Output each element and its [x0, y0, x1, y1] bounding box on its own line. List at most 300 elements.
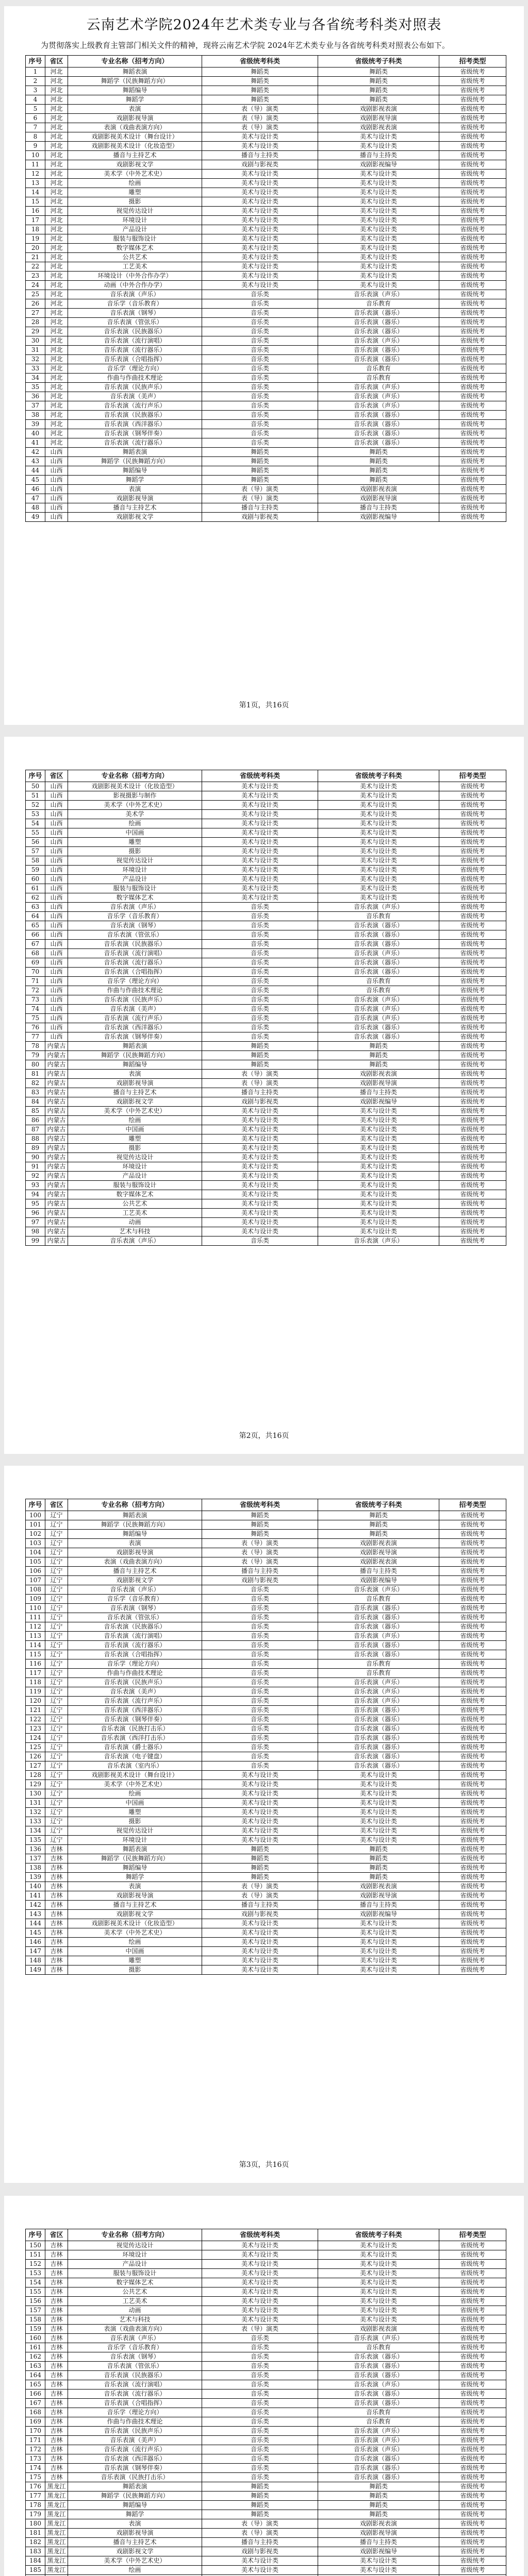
- cell-exam-category: 美术与设计类: [202, 810, 318, 819]
- cell-exam-subcategory: 美术与设计类: [318, 2287, 439, 2297]
- cell-province: 吉林: [45, 2315, 68, 2325]
- cell-exam-category: 美术与设计类: [202, 1162, 318, 1172]
- cell-exam-category: 美术与设计类: [202, 216, 318, 225]
- cell-major-name: 产品设计: [68, 1172, 202, 1181]
- cell-exam-category: 音乐类: [202, 1613, 318, 1622]
- cell-province: 黑龙江: [45, 2482, 68, 2492]
- cell-major-name: 雕塑: [68, 1808, 202, 1817]
- table-row: [26, 2454, 506, 2464]
- cell-exam-category: 美术与设计类: [202, 1134, 318, 1144]
- cell-major-name: 音乐表演（声乐）: [68, 290, 202, 299]
- cell-exam-type: 省级统考: [439, 1752, 506, 1761]
- table-row: [26, 912, 506, 921]
- cell-row-number: 40: [26, 429, 45, 438]
- cell-exam-type: 省级统考: [439, 2529, 506, 2538]
- cell-major-name: 音乐表演（民族器乐）: [68, 2371, 202, 2380]
- table-row: [26, 1060, 506, 1070]
- cell-row-number: 22: [26, 262, 45, 272]
- cell-exam-category: 美术与设计类: [202, 1227, 318, 1236]
- cell-province: 山西: [45, 921, 68, 930]
- cell-exam-category: 表（导）演类: [202, 494, 318, 503]
- cell-exam-type: 省级统考: [439, 1079, 506, 1088]
- cell-exam-subcategory: 音乐表演（器乐）: [318, 2399, 439, 2408]
- cell-major-name: 工艺美术: [68, 1209, 202, 1218]
- cell-exam-category: 美术与设计类: [202, 1771, 318, 1780]
- cell-major-name: 动画（中外合作办学）: [68, 281, 202, 290]
- cell-exam-type: 省级统考: [439, 1743, 506, 1752]
- cell-exam-category: 音乐类: [202, 1014, 318, 1023]
- cell-exam-type: 省级统考: [439, 374, 506, 383]
- table-row: [26, 875, 506, 884]
- cell-province: 内蒙古: [45, 1236, 68, 1246]
- cell-major-name: 戏剧影视导演: [68, 1891, 202, 1901]
- cell-exam-category: 表（导）演类: [202, 485, 318, 494]
- cell-exam-category: 美术与设计类: [202, 1172, 318, 1181]
- cell-exam-subcategory: 音乐表演（器乐）: [318, 940, 439, 949]
- cell-exam-category: 美术与设计类: [202, 1947, 318, 1956]
- cell-major-name: 音乐表演（声乐）: [68, 1236, 202, 1246]
- cell-exam-subcategory: 美术与设计类: [318, 1826, 439, 1836]
- cell-province: 山西: [45, 838, 68, 847]
- cell-exam-subcategory: 音乐表演（器乐）: [318, 1743, 439, 1752]
- cell-exam-subcategory: 美术与设计类: [318, 1181, 439, 1190]
- cell-row-number: 74: [26, 1005, 45, 1014]
- cell-major-name: 音乐表演（西洋打击乐）: [68, 1734, 202, 1743]
- cell-exam-category: 音乐类: [202, 1585, 318, 1595]
- cell-exam-subcategory: 美术与设计类: [318, 2241, 439, 2250]
- table-row: [26, 1632, 506, 1641]
- cell-row-number: 164: [26, 2371, 45, 2380]
- cell-exam-category: 音乐类: [202, 1659, 318, 1669]
- cell-row-number: 129: [26, 1780, 45, 1789]
- cell-province: 辽宁: [45, 1734, 68, 1743]
- table-row: [26, 2334, 506, 2343]
- cell-major-name: 音乐表演（民族声乐）: [68, 1678, 202, 1687]
- cell-province: 辽宁: [45, 1687, 68, 1697]
- cell-row-number: 166: [26, 2389, 45, 2399]
- cell-province: 内蒙古: [45, 1190, 68, 1199]
- table-row: [26, 457, 506, 466]
- cell-exam-category: 音乐类: [202, 438, 318, 448]
- cell-exam-category: 音乐类: [202, 1032, 318, 1042]
- cell-exam-category: 音乐类: [202, 290, 318, 299]
- cell-row-number: 133: [26, 1817, 45, 1826]
- cell-major-name: 舞蹈表演: [68, 1042, 202, 1051]
- cell-exam-subcategory: 音乐教育: [318, 2408, 439, 2417]
- cell-major-name: 音乐表演（西洋器乐）: [68, 1706, 202, 1715]
- table-row: [26, 1882, 506, 1891]
- cell-major-name: 数字媒体艺术: [68, 1190, 202, 1199]
- cell-province: 辽宁: [45, 1520, 68, 1530]
- cell-province: 吉林: [45, 1910, 68, 1919]
- cell-row-number: 113: [26, 1632, 45, 1641]
- cell-row-number: 105: [26, 1557, 45, 1567]
- cell-province: 山西: [45, 1005, 68, 1014]
- cell-major-name: 舞蹈学（民族舞蹈方向）: [68, 1051, 202, 1060]
- cell-major-name: 绘画: [68, 1789, 202, 1799]
- cell-exam-category: 音乐类: [202, 2445, 318, 2454]
- cell-exam-type: 省级统考: [439, 2454, 506, 2464]
- cell-exam-type: 省级统考: [439, 1125, 506, 1134]
- cell-province: 山西: [45, 819, 68, 828]
- cell-province: 内蒙古: [45, 1134, 68, 1144]
- cell-exam-category: 音乐类: [202, 1669, 318, 1678]
- cell-exam-type: 省级统考: [439, 1836, 506, 1845]
- cell-exam-type: 省级统考: [439, 2362, 506, 2371]
- column-header-exam-type: 招考类型: [439, 770, 506, 782]
- cell-major-name: 艺术与科技: [68, 1227, 202, 1236]
- cell-exam-category: 美术与设计类: [202, 1799, 318, 1808]
- table-row: [26, 1761, 506, 1771]
- cell-exam-type: 省级统考: [439, 2538, 506, 2547]
- cell-exam-subcategory: 戏剧影视表演: [318, 2325, 439, 2334]
- cell-major-name: 音乐表演（声乐）: [68, 2334, 202, 2343]
- cell-exam-subcategory: 音乐表演（器乐）: [318, 1734, 439, 1743]
- column-header-province: 省区: [45, 770, 68, 782]
- cell-province: 内蒙古: [45, 1042, 68, 1051]
- cell-exam-category: 音乐类: [202, 355, 318, 364]
- cell-province: 山西: [45, 930, 68, 940]
- table-row: [26, 327, 506, 336]
- table-row: [26, 401, 506, 411]
- cell-province: 吉林: [45, 2343, 68, 2352]
- cell-exam-subcategory: 音乐表演（器乐）: [318, 2464, 439, 2473]
- cell-exam-type: 省级统考: [439, 940, 506, 949]
- cell-exam-type: 省级统考: [439, 1144, 506, 1153]
- cell-exam-type: 省级统考: [439, 327, 506, 336]
- cell-exam-category: 美术与设计类: [202, 1181, 318, 1190]
- cell-exam-subcategory: 戏剧影视编导: [318, 160, 439, 170]
- cell-exam-category: 美术与设计类: [202, 2297, 318, 2306]
- column-header-exam-type: 招考类型: [439, 56, 506, 67]
- cell-exam-category: 音乐类: [202, 977, 318, 986]
- cell-row-number: 13: [26, 179, 45, 188]
- cell-exam-category: 美术与设计类: [202, 1209, 318, 1218]
- cell-exam-type: 省级统考: [439, 1051, 506, 1060]
- table-row: [26, 2547, 506, 2556]
- cell-exam-category: 戏剧与影视类: [202, 1097, 318, 1107]
- cell-exam-category: 舞蹈类: [202, 1854, 318, 1863]
- cell-major-name: 音乐表演（西洋器乐）: [68, 1023, 202, 1032]
- cell-province: 辽宁: [45, 1817, 68, 1826]
- cell-row-number: 27: [26, 309, 45, 318]
- cell-province: 内蒙古: [45, 1199, 68, 1209]
- cell-row-number: 98: [26, 1227, 45, 1236]
- cell-row-number: 29: [26, 327, 45, 336]
- cell-exam-subcategory: 美术与设计类: [318, 810, 439, 819]
- cell-exam-category: 美术与设计类: [202, 1144, 318, 1153]
- cell-province: 河北: [45, 95, 68, 105]
- cell-exam-category: 音乐类: [202, 411, 318, 420]
- cell-exam-type: 省级统考: [439, 801, 506, 810]
- table-row: [26, 1799, 506, 1808]
- cell-row-number: 155: [26, 2287, 45, 2297]
- cell-exam-type: 省级统考: [439, 2241, 506, 2250]
- cell-major-name: 音乐表演（合唱指挥）: [68, 2399, 202, 2408]
- cell-major-name: 雕塑: [68, 1134, 202, 1144]
- cell-exam-type: 省级统考: [439, 1613, 506, 1622]
- cell-province: 河北: [45, 86, 68, 95]
- cell-major-name: 音乐表演（美声）: [68, 392, 202, 401]
- column-header-exam-type: 招考类型: [439, 2229, 506, 2241]
- cell-exam-type: 省级统考: [439, 160, 506, 170]
- cell-exam-subcategory: 美术与设计类: [318, 1116, 439, 1125]
- cell-province: 吉林: [45, 2389, 68, 2399]
- cell-exam-subcategory: 舞蹈类: [318, 1060, 439, 1070]
- cell-major-name: 作曲与作曲技术理论: [68, 1669, 202, 1678]
- cell-row-number: 152: [26, 2260, 45, 2269]
- cell-exam-type: 省级统考: [439, 1070, 506, 1079]
- cell-major-name: 音乐表演（声乐）: [68, 1585, 202, 1595]
- table-row: [26, 986, 506, 995]
- cell-exam-category: 表（导）演类: [202, 114, 318, 123]
- cell-exam-type: 省级统考: [439, 2352, 506, 2362]
- table-row: [26, 1697, 506, 1706]
- cell-exam-type: 省级统考: [439, 2501, 506, 2510]
- cell-row-number: 178: [26, 2501, 45, 2510]
- cell-exam-type: 省级统考: [439, 1107, 506, 1116]
- cell-exam-category: 音乐类: [202, 1752, 318, 1761]
- cell-row-number: 89: [26, 1144, 45, 1153]
- cell-major-name: 中国画: [68, 1947, 202, 1956]
- cell-exam-category: 播音与主持类: [202, 2538, 318, 2547]
- table-row: [26, 1595, 506, 1604]
- cell-exam-type: 省级统考: [439, 411, 506, 420]
- cell-major-name: 工艺美术: [68, 2297, 202, 2306]
- cell-row-number: 64: [26, 912, 45, 921]
- cell-province: 河北: [45, 151, 68, 160]
- cell-exam-type: 省级统考: [439, 2371, 506, 2380]
- cell-province: 山西: [45, 893, 68, 903]
- cell-row-number: 99: [26, 1236, 45, 1246]
- cell-major-name: 绘画: [68, 1938, 202, 1947]
- cell-major-name: 音乐表演（西洋器乐）: [68, 420, 202, 429]
- cell-exam-category: 美术与设计类: [202, 197, 318, 207]
- cell-exam-subcategory: 音乐教育: [318, 1595, 439, 1604]
- cell-exam-type: 省级统考: [439, 1669, 506, 1678]
- cell-province: 山西: [45, 1014, 68, 1023]
- cell-exam-category: 播音与主持类: [202, 151, 318, 160]
- cell-exam-type: 省级统考: [439, 912, 506, 921]
- cell-exam-category: 表（导）演类: [202, 1079, 318, 1088]
- cell-exam-subcategory: 音乐表演（器乐）: [318, 958, 439, 968]
- cell-row-number: 151: [26, 2250, 45, 2260]
- cell-row-number: 56: [26, 838, 45, 847]
- cell-province: 山西: [45, 995, 68, 1005]
- cell-major-name: 舞蹈表演: [68, 67, 202, 77]
- cell-major-name: 音乐表演（民族声乐）: [68, 995, 202, 1005]
- column-header-row-number: 序号: [26, 770, 45, 782]
- cell-exam-subcategory: 美术与设计类: [318, 1107, 439, 1116]
- cell-major-name: 服装与服饰设计: [68, 884, 202, 893]
- cell-exam-type: 省级统考: [439, 234, 506, 244]
- cell-exam-subcategory: 美术与设计类: [318, 1789, 439, 1799]
- cell-province: 辽宁: [45, 1530, 68, 1539]
- table-row: [26, 2501, 506, 2510]
- table-row: [26, 2538, 506, 2547]
- cell-exam-type: 省级统考: [439, 1181, 506, 1190]
- cell-row-number: 21: [26, 253, 45, 262]
- cell-exam-type: 省级统考: [439, 875, 506, 884]
- cell-major-name: 中国画: [68, 1125, 202, 1134]
- table-row: [26, 86, 506, 95]
- cell-major-name: 音乐表演（电子键盘）: [68, 1752, 202, 1761]
- cell-row-number: 110: [26, 1604, 45, 1613]
- cell-major-name: 音乐表演（钢琴伴奏）: [68, 429, 202, 438]
- cell-row-number: 10: [26, 151, 45, 160]
- cell-exam-category: 美术与设计类: [202, 1125, 318, 1134]
- cell-exam-subcategory: 音乐教育: [318, 374, 439, 383]
- cell-exam-category: 美术与设计类: [202, 893, 318, 903]
- table-row: [26, 1520, 506, 1530]
- cell-major-name: 音乐表演（钢琴）: [68, 1604, 202, 1613]
- column-header-major-name: 专业名称（招考方向）: [68, 56, 202, 67]
- cell-row-number: 5: [26, 105, 45, 114]
- cell-exam-subcategory: 播音与主持类: [318, 1567, 439, 1576]
- cell-major-name: 音乐表演（民族声乐）: [68, 383, 202, 392]
- cell-exam-type: 省级统考: [439, 2389, 506, 2399]
- cell-row-number: 38: [26, 411, 45, 420]
- cell-exam-category: 音乐类: [202, 1632, 318, 1641]
- cell-exam-type: 省级统考: [439, 318, 506, 327]
- cell-exam-category: 播音与主持类: [202, 1567, 318, 1576]
- cell-exam-type: 省级统考: [439, 791, 506, 801]
- cell-major-name: 戏剧影视美术设计（舞台设计）: [68, 1771, 202, 1780]
- cell-major-name: 音乐表演（流行器乐）: [68, 438, 202, 448]
- cell-exam-category: 音乐类: [202, 1604, 318, 1613]
- cell-major-name: 表演: [68, 1539, 202, 1548]
- cell-exam-subcategory: 音乐教育: [318, 986, 439, 995]
- cell-exam-type: 省级统考: [439, 1845, 506, 1854]
- table-row: [26, 1557, 506, 1567]
- cell-row-number: 17: [26, 216, 45, 225]
- table-row: [26, 903, 506, 912]
- cell-province: 黑龙江: [45, 2556, 68, 2566]
- cell-province: 辽宁: [45, 1789, 68, 1799]
- cell-major-name: 摄影: [68, 1144, 202, 1153]
- cell-major-name: 视觉传达设计: [68, 1153, 202, 1162]
- table-row: [26, 2436, 506, 2445]
- cell-exam-type: 省级统考: [439, 903, 506, 912]
- table-row: [26, 1659, 506, 1669]
- cell-major-name: 音乐表演（钢琴）: [68, 309, 202, 318]
- cell-exam-subcategory: 美术与设计类: [318, 225, 439, 234]
- table-row: [26, 466, 506, 476]
- table-row: [26, 1771, 506, 1780]
- cell-row-number: 171: [26, 2436, 45, 2445]
- cell-row-number: 6: [26, 114, 45, 123]
- cell-exam-type: 省级统考: [439, 1789, 506, 1799]
- cell-exam-subcategory: 戏剧影视编导: [318, 1576, 439, 1585]
- cell-row-number: 14: [26, 188, 45, 197]
- document-title: 云南艺术学院2024年艺术类专业与各省统考科类对照表: [86, 17, 442, 33]
- cell-exam-type: 省级统考: [439, 262, 506, 272]
- cell-row-number: 184: [26, 2556, 45, 2566]
- cell-exam-type: 省级统考: [439, 1650, 506, 1659]
- cell-major-name: 舞蹈编导: [68, 1060, 202, 1070]
- cell-exam-subcategory: 美术与设计类: [318, 1799, 439, 1808]
- cell-province: 河北: [45, 336, 68, 346]
- cell-province: 山西: [45, 485, 68, 494]
- cell-row-number: 127: [26, 1761, 45, 1771]
- cell-exam-subcategory: 音乐表演（器乐）: [318, 2352, 439, 2362]
- cell-exam-category: 美术与设计类: [202, 875, 318, 884]
- cell-exam-subcategory: 美术与设计类: [318, 2297, 439, 2306]
- cell-exam-subcategory: 音乐表演（器乐）: [318, 327, 439, 336]
- cell-exam-category: 音乐类: [202, 1715, 318, 1724]
- cell-province: 山西: [45, 912, 68, 921]
- cell-major-name: 音乐表演（民族器乐）: [68, 327, 202, 336]
- cell-exam-type: 省级统考: [439, 1097, 506, 1107]
- cell-row-number: 43: [26, 457, 45, 466]
- cell-province: 辽宁: [45, 1650, 68, 1659]
- cell-row-number: 81: [26, 1070, 45, 1079]
- cell-row-number: 52: [26, 801, 45, 810]
- cell-row-number: 176: [26, 2482, 45, 2492]
- cell-province: 内蒙古: [45, 1181, 68, 1190]
- cell-row-number: 115: [26, 1650, 45, 1659]
- cell-major-name: 音乐表演（民族器乐）: [68, 1622, 202, 1632]
- cell-province: 河北: [45, 188, 68, 197]
- cell-major-name: 舞蹈学（民族舞蹈方向）: [68, 2492, 202, 2501]
- cell-row-number: 61: [26, 884, 45, 893]
- cell-exam-category: 舞蹈类: [202, 2492, 318, 2501]
- table-row: [26, 438, 506, 448]
- cell-row-number: 44: [26, 466, 45, 476]
- cell-row-number: 96: [26, 1209, 45, 1218]
- cell-province: 河北: [45, 281, 68, 290]
- table-row: [26, 1181, 506, 1190]
- table-row: [26, 2260, 506, 2269]
- cell-exam-type: 省级统考: [439, 819, 506, 828]
- cell-exam-category: 舞蹈类: [202, 1873, 318, 1882]
- cell-exam-subcategory: 音乐表演（器乐）: [318, 309, 439, 318]
- table-row: [26, 1854, 506, 1863]
- table-row: [26, 253, 506, 262]
- cell-row-number: 185: [26, 2566, 45, 2575]
- cell-exam-subcategory: 戏剧影视表演: [318, 485, 439, 494]
- cell-exam-category: 美术与设计类: [202, 819, 318, 828]
- cell-exam-category: 音乐类: [202, 1641, 318, 1650]
- cell-exam-subcategory: 戏剧影视导演: [318, 494, 439, 503]
- cell-row-number: 87: [26, 1125, 45, 1134]
- cell-exam-type: 省级统考: [439, 782, 506, 791]
- cell-exam-subcategory: 舞蹈类: [318, 1051, 439, 1060]
- cell-exam-subcategory: 舞蹈类: [318, 476, 439, 485]
- cell-exam-subcategory: 美术与设计类: [318, 216, 439, 225]
- table-row: [26, 197, 506, 207]
- table-header-row: [26, 1499, 506, 1511]
- cell-major-name: 音乐表演（室内乐）: [68, 1761, 202, 1771]
- cell-exam-type: 省级统考: [439, 123, 506, 132]
- cell-province: 内蒙古: [45, 1060, 68, 1070]
- cell-major-name: 环境设计: [68, 216, 202, 225]
- cell-province: 吉林: [45, 1863, 68, 1873]
- cell-exam-subcategory: 音乐教育: [318, 2343, 439, 2352]
- table-row: [26, 791, 506, 801]
- cell-row-number: 7: [26, 123, 45, 132]
- cell-province: 吉林: [45, 1845, 68, 1854]
- cell-major-name: 环境设计: [68, 1162, 202, 1172]
- cell-row-number: 49: [26, 513, 45, 522]
- cell-exam-category: 音乐类: [202, 1005, 318, 1014]
- cell-exam-type: 省级统考: [439, 1209, 506, 1218]
- cell-exam-subcategory: 美术与设计类: [318, 1144, 439, 1153]
- document-page-4: [4, 2196, 524, 2576]
- cell-major-name: 作曲与作曲技术理论: [68, 2417, 202, 2427]
- cell-major-name: 动画: [68, 2306, 202, 2315]
- cell-exam-category: 音乐类: [202, 930, 318, 940]
